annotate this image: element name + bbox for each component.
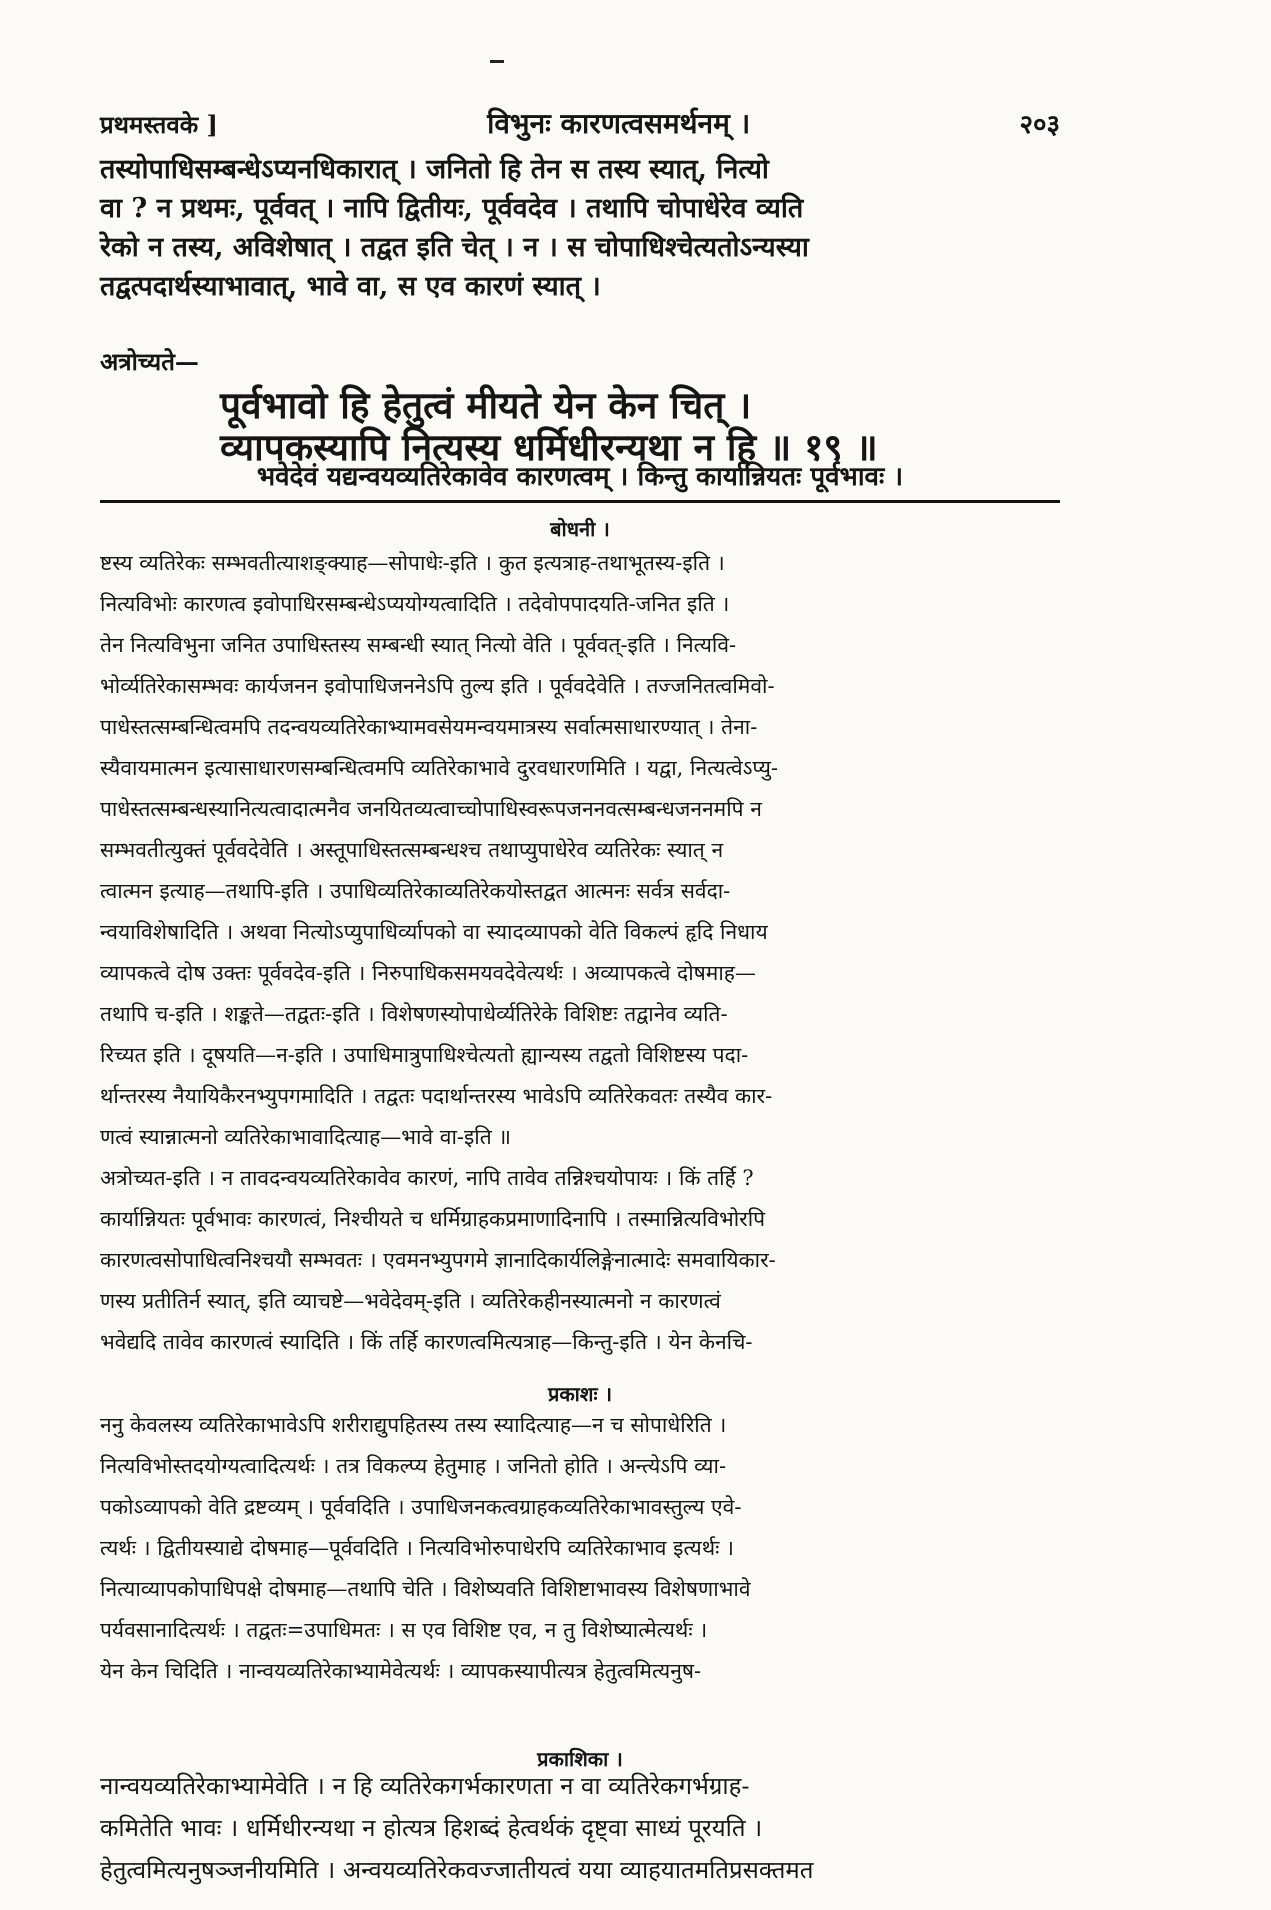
prakashika-commentary xyxy=(100,1765,1060,1891)
verse-explanation: भवेदेवं यद्यन्वयव्यतिरेकावेव कारणत्वम् । किन्तु कार्यान्नियतः पूर्वभावः । xyxy=(256,462,904,492)
commentary-line: तेन नित्यविभुना जनित उपाधिस्तस्य सम्बन्धी स्यात् नित्यो वेति । पूर्ववत्-इति । नित्यवि- xyxy=(100,633,737,657)
commentary-line: न्वयाविशेषादिति । अथवा नित्योऽप्युपाधिर्व्यापको वा स्यादव्यापको वेति विकल्पं हृदि निधाय xyxy=(100,920,768,944)
main-text xyxy=(100,150,1060,306)
commentary-line: णत्वं स्यान्नात्मनो व्यतिरेकाभावादित्याह—भावे वा-इति ॥ xyxy=(100,1125,511,1149)
verse-intro: अत्रोच्यते— xyxy=(100,347,199,376)
commentary-line: ष्टस्य व्यतिरेकः सम्भवतीत्याशङ्क्याह—सोपाधेः-इति । कुत इत्यत्राह-तथाभूतस्य-इति । xyxy=(100,551,725,575)
commentary-line: नित्यविभोः कारणत्व इवोपाधिरसम्बन्धेऽप्ययोग्यत्वादिति । तदेवोपपादयति-जनित इति । xyxy=(100,592,730,616)
commentary-line: तथापि च-इति । शङ्कते—तद्वतः-इति । विशेषणस्योपाधेर्व्यतिरेके विशिष्टः तद्वानेव व्यति- xyxy=(100,1002,728,1026)
commentary-line: रिच्यत इति । दूषयति—न-इति । उपाधिमात्रुपाधिश्चेत्यतो ह्यान्यस्य तद्वतो विशिष्टस्य पदा- xyxy=(100,1043,749,1067)
main-text-line: रेको न तस्य, अविशेषात् । तद्वत इति चेत् । न । स चोपाधिश्चेत्यतोऽन्यस्या xyxy=(100,232,809,263)
commentary-line: पर्यवसानादित्यर्थः । तद्वतः=उपाधिमतः । स एव विशिष्ट एव, न तु विशेष्यात्मेत्यर्थः । xyxy=(100,1618,708,1642)
commentary-line: हेतुत्वमित्यनुषञ्जनीयमिति । अन्वयव्यतिरेकवज्जातीयत्वं यया व्याहयातमतिप्रसक्तमत xyxy=(100,1856,814,1884)
commentary-line: कार्यान्नियतः पूर्वभावः कारणत्वं, निश्चीयते च धर्मिग्राहकप्रमाणादिनापि । तस्मान्नित्यविभोरपि xyxy=(100,1207,766,1231)
header-section: प्रथमस्तवके ] xyxy=(100,110,218,139)
section-divider xyxy=(100,500,1060,503)
commentary-line: व्यापकत्वे दोष उक्तः पूर्ववदेव-इति । निरुपाधिकसमयवदेवेत्यर्थः । अव्यापकत्वे दोषमाह— xyxy=(100,961,756,985)
commentary-line: नित्याव्यापकोपाधिपक्षे दोषमाह—तथापि चेति । विशेष्यवति विशिष्टाभावस्य विशेषणाभावे xyxy=(100,1577,751,1601)
commentary-line: त्वात्मन इत्याह—तथापि-इति । उपाधिव्यतिरेकाव्यतिरेकयोस्तद्वत आत्मनः सर्वत्र सर्वदा- xyxy=(100,879,731,903)
commentary-line: ननु केवलस्य व्यतिरेकाभावेऽपि शरीराद्युपहितस्य तस्य स्यादित्याह—न च सोपाधेरिति । xyxy=(100,1413,727,1437)
commentary-line: र्थान्तरस्य नैयायिकैरनभ्युपगमादिति । तद्वतः पदार्थान्तरस्य भावेऽपि व्यतिरेकवतः तस्यैव कार- xyxy=(100,1084,773,1108)
verse-line-1: पूर्वभावो हि हेतुत्वं मीयते येन केन चित् । xyxy=(220,383,752,427)
commentary-line: भवेद्यदि तावेव कारणत्वं स्यादिति । किं तर्हि कारणत्वमित्यत्राह—किन्तु-इति । येन केनचि- xyxy=(100,1330,753,1354)
bodhani-commentary xyxy=(100,543,1060,1363)
commentary-line: पाधेस्तत्सम्बन्धस्यानित्यत्वादात्मनैव जनयितव्यत्वाच्चोपाधिस्वरूपजननवत्सम्बन्धजननमपि न xyxy=(100,797,762,821)
commentary-line: स्यैवायमात्मन इत्यासाधारणसम्बन्धित्वमपि व्यतिरेकाभावे दुरवधारणमिति । यद्वा, नित्यत्वेऽप्यु- xyxy=(100,756,779,780)
prakasa-heading: प्रकाशः । xyxy=(547,1382,613,1406)
commentary-line: कारणत्वसोपाधित्वनिश्चयौ सम्भवतः । एवमनभ्युपगमे ज्ञानादिकार्यलिङ्गेनात्मादेः समवायिकार- xyxy=(100,1248,776,1272)
commentary-line: नान्वयव्यतिरेकाभ्यामेवेति । न हि व्यतिरेकगर्भकारणता न वा व्यतिरेकगर्भग्राह- xyxy=(100,1772,750,1800)
main-text-line: तस्योपाधिसम्बन्धेऽप्यनधिकारात् । जनितो हि तेन स तस्य स्यात्, नित्यो xyxy=(100,154,769,185)
bodhani-heading: बोधनी । xyxy=(550,517,610,541)
page-number: २०३ xyxy=(1019,110,1060,140)
main-text-line: तद्वत्पदार्थस्याभावात्, भावे वा, स एव कारणं स्यात् । xyxy=(100,271,601,302)
commentary-line: पकोऽव्यापको वेति द्रष्टव्यम् । पूर्ववदिति । उपाधिजनकत्वग्राहकव्यतिरेकाभावस्तुल्य एवे- xyxy=(100,1495,742,1519)
verse-line-2: व्यापकस्यापि नित्यस्य धर्मिधीरन्यथा न हि ॥ १९ ॥ xyxy=(220,425,878,469)
commentary-line: नित्यविभोस्तदयोग्यत्वादित्यर्थः । तत्र विकल्प्य हेतुमाह । जनितो होति । अन्त्येऽपि व्या- xyxy=(100,1454,727,1478)
commentary-line: त्यर्थः । द्वितीयस्याद्ये दोषमाह—पूर्ववदिति । नित्यविभोरुपाधेरपि व्यतिरेकाभाव इत्यर्थः । xyxy=(100,1536,735,1560)
commentary-line: भोर्व्यतिरेकासम्भवः कार्यजनन इवोपाधिजननेऽपि तुल्य इति । पूर्ववदेवेति । तज्जनितत्वमिवो- xyxy=(100,674,775,698)
main-text-line: वा ? न प्रथमः, पूर्ववत् । नापि द्वितीयः, पूर्ववदेव । तथापि चोपाधेरेव व्यति xyxy=(100,193,804,224)
prakashika-heading: प्रकाशिका । xyxy=(537,1747,623,1771)
running-header xyxy=(100,104,1060,144)
commentary-line: पाधेस्तत्सम्बन्धित्वमपि तदन्वयव्यतिरेकाभ्यामवसेयमन्वयमात्रस्य सर्वात्मसाधारण्यात् । तेना- xyxy=(100,715,758,739)
commentary-line: कमितेति भावः । धर्मिधीरन्यथा न होत्यत्र हिशब्दं हेत्वर्थकं दृष्ट्वा साध्यं पूरयति । xyxy=(100,1814,763,1842)
prakasa-commentary xyxy=(100,1405,1060,1692)
commentary-line: सम्भवतीत्युक्तं पूर्ववदेवेति । अस्तूपाधिस्तत्सम्बन्धश्च तथाप्युपाधेरेव व्यतिरेकः स्यात् न xyxy=(100,838,724,862)
commentary-line: येन केन चिदिति । नान्वयव्यतिरेकाभ्यामेवेत्यर्थः । व्यापकस्यापीत्यत्र हेतुत्वमित्यनुष- xyxy=(100,1659,702,1683)
commentary-line: अत्रोच्यत-इति । न तावदन्वयव्यतिरेकावेव कारणं, नापि तावेव तन्निश्चयोपायः । किं तर्हि ? xyxy=(100,1166,754,1190)
page-mark xyxy=(490,60,504,63)
header-title: विभुनः कारणत्वसमर्थनम् । xyxy=(487,107,751,140)
commentary-line: णस्य प्रतीतिर्न स्यात्, इति व्याचष्टे—भवेदेवम्-इति । व्यतिरेकहीनस्यात्मनो न कारणत्वं xyxy=(100,1289,721,1313)
